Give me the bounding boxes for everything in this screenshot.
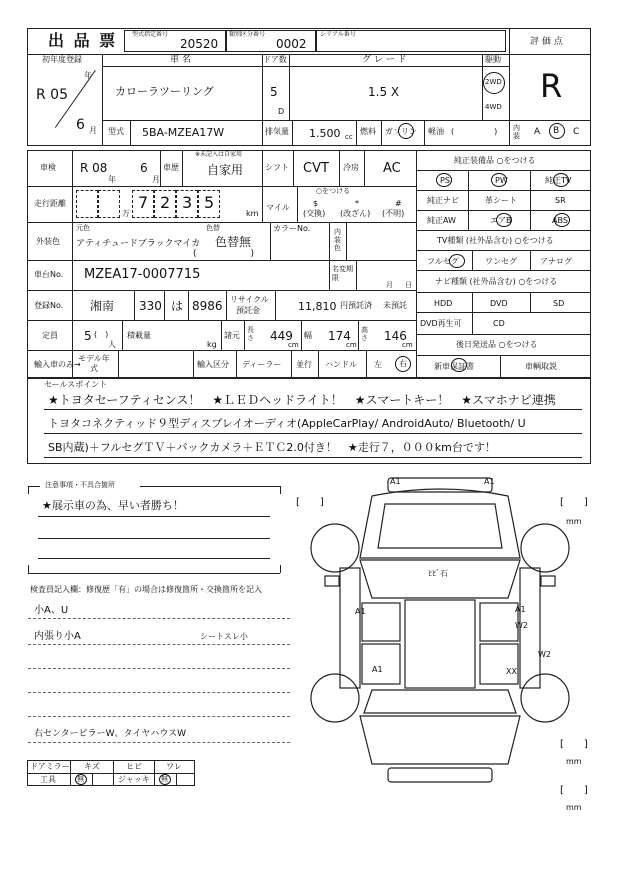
- form-no: 20520: [180, 37, 219, 51]
- diag-left-a1: A1: [355, 607, 366, 616]
- inspection-year: R 08: [80, 161, 108, 175]
- class-no: 0002: [276, 37, 307, 51]
- orig-color: アティチュードブラックマイカ: [76, 239, 201, 249]
- diag-right-w2b: W2: [538, 650, 551, 659]
- width: 174: [328, 329, 351, 343]
- model: 5BA-MZEA17W: [142, 126, 225, 139]
- sales-label: セールスポイント: [44, 380, 108, 389]
- history: 自家用: [207, 163, 244, 177]
- score-label: 評 価 点: [530, 37, 563, 47]
- sales-line-1: ★トヨタセーフティセンス！ ★ＬＥＤヘッドライト！ ★スマートキー！ ★スマホナビ連携: [48, 393, 556, 407]
- score-value: R: [540, 67, 563, 105]
- doors: 5: [270, 85, 278, 99]
- diag-front-right: A1: [484, 477, 495, 486]
- form-title: 出 品 票: [48, 31, 118, 50]
- car-name: カローラツーリング: [115, 85, 214, 98]
- length: 449: [270, 329, 293, 343]
- fuel-circle: [398, 123, 414, 139]
- capacity: 5: [84, 329, 92, 343]
- sales-line-3: SB内蔵)＋フルセグＴＶ＋バックカメラ＋ＥＴＣ2.0付き！ ★走行７，０００km台です！: [48, 441, 496, 454]
- grade: 1.5 X: [368, 85, 400, 99]
- height: 146: [384, 329, 407, 343]
- first-reg-year: R 05: [36, 87, 68, 103]
- shift: CVT: [303, 161, 329, 176]
- inspector-line-c: 右センターピラーW、タイヤハウスW: [34, 729, 186, 739]
- reg-class: 330: [139, 299, 162, 313]
- notes-label: 注意事項・不具合箇所: [45, 481, 115, 489]
- diag-right-a1: A1: [515, 605, 526, 614]
- diag-rear-left: A1: [372, 665, 383, 674]
- inspector-line-b: 内張り小A: [34, 631, 81, 642]
- first-reg-month: 6: [76, 117, 85, 133]
- reg-area: 湘南: [90, 299, 115, 313]
- color-change: 色替無: [215, 235, 252, 249]
- inspection-month: 6: [140, 161, 148, 175]
- inspector-line-a: 小A、U: [34, 605, 69, 616]
- inspector-line-b2: シートスレ小: [200, 632, 248, 641]
- recycle: 11,810: [298, 300, 337, 313]
- car-diagram: [290, 468, 590, 818]
- reg-num: 8986: [192, 299, 223, 313]
- diag-front-left: A1: [390, 477, 401, 486]
- diag-hood: ﾋﾋﾞ石: [428, 569, 448, 578]
- notes-line-1: ★展示車の為、早い者勝ち！: [42, 499, 184, 512]
- diag-right-w2: W2: [515, 621, 528, 630]
- chassis: MZEA17-0007715: [84, 267, 201, 282]
- cooler: AC: [383, 161, 401, 176]
- displacement: 1.500: [309, 127, 341, 140]
- inspector-label: 検査員記入欄：修復歴「有」の場合は修復箇所・交換箇所を記入: [30, 585, 262, 594]
- reg-kana: は: [171, 299, 184, 313]
- diag-rear-right: XX: [506, 667, 517, 676]
- sales-line-2: トヨタコネクティッド９型ディスプレイオーディオ(AppleCarPlay/ AndroidAuto/ Bluetooth/ U: [48, 417, 526, 430]
